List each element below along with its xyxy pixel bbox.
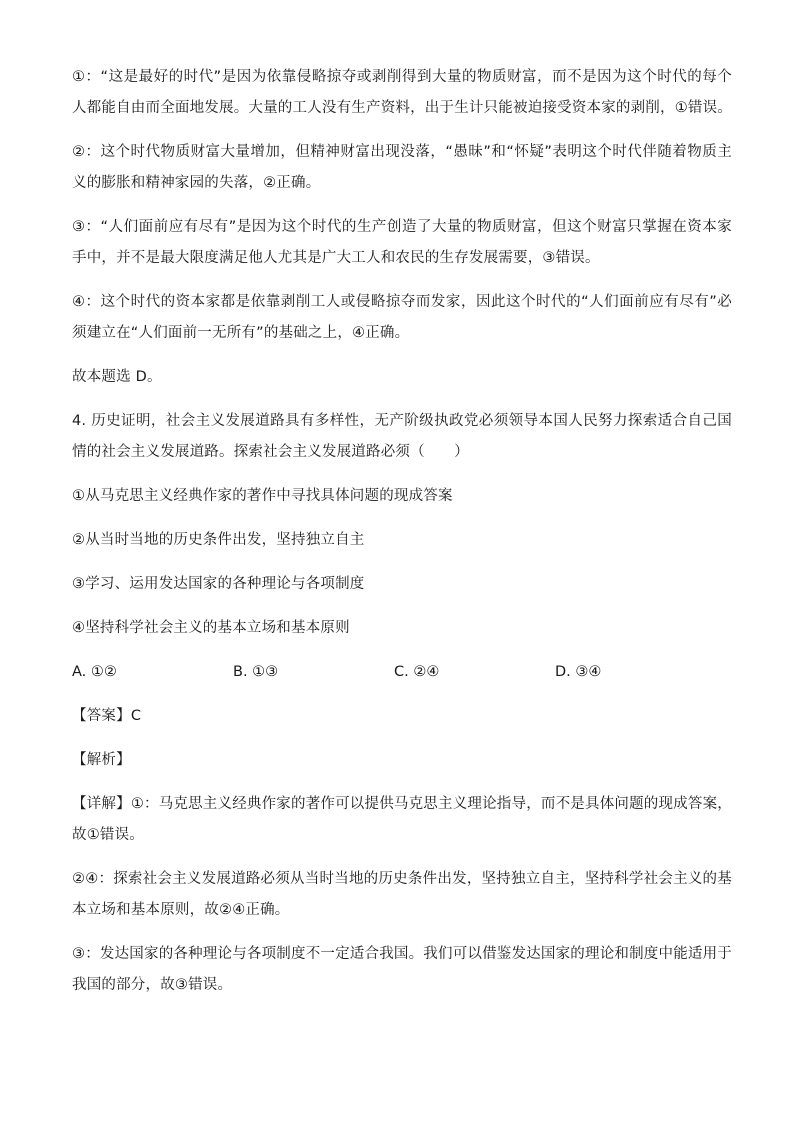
question-stem: 4. 历史证明，社会主义发展道路具有多样性，无产阶级执政党必须领导本国人民努力探索适合自己国情的社会主义发展道路。探索社会主义发展道路必须（ ） [72,413,732,460]
option-b: B. ①③ [233,664,279,680]
previous-answer-conclusion: 故本题选 D。 [72,369,162,385]
statement-1: ①从马克思主义经典作家的著作中寻找具体问题的现成答案 [72,488,453,504]
detail-text-1: ①：马克思主义经典作家的著作可以提供马克思主义理论指导，而不是具体问题的现成答案，故①错误。 [72,796,733,843]
answer-line [72,701,732,732]
option-a: A. ①② [72,664,117,680]
analysis-paragraph-1: ①：“这是最好的时代”是因为依靠侵略掠夺或剥削得到大量的物质财富，而不是因为这个时代的每个人都能自由而全面地发展。大量的工人没有生产资料，出于生计只能被迫接受资本家的剥削，①错误。 [72,69,732,116]
answer-value: C [130,708,142,724]
answer-options [72,657,732,688]
analysis-paragraph-4: ④：这个时代的资本家都是依靠剥削工人或侵略掠夺而发家，因此这个时代的“人们面前应有尽有”必须建立在“人们面前一无所有”的基础之上，④正确。 [72,294,732,341]
analysis-label: 【解析】 [72,752,131,768]
detail-label: 【详解】 [72,796,131,812]
option-d: D. ③④ [555,664,602,680]
detail-paragraph-1 [72,789,732,851]
option-c: C. ②④ [394,664,440,680]
analysis-paragraph-3: ③：“人们面前应有尽有”是因为这个时代的生产创造了大量的物质财富，但这个财富只掌握在资本家手中，并不是最大限度满足他人尤其是广大工人和农民的生存发展需要，③错误。 [72,219,732,266]
answer-label: 【答案】 [72,708,131,724]
document-page [72,62,732,1014]
analysis-paragraph-2: ②：这个时代物质财富大量增加，但精神财富出现没落，“愚昧”和“怀疑”表明这个时代伴随着物质主义的膨胀和精神家园的失落，②正确。 [72,144,732,191]
detail-paragraph-3: ③：发达国家的各种理论与各项制度不一定适合我国。我们可以借鉴发达国家的理论和制度中能适用于我国的部分，故③错误。 [72,946,732,993]
statement-2: ②从当时当地的历史条件出发，坚持独立自主 [72,532,365,548]
statement-4: ④坚持科学社会主义的基本立场和基本原则 [72,620,350,636]
statement-3: ③学习、运用发达国家的各种理论与各项制度 [72,576,365,592]
detail-paragraph-2: ②④：探索社会主义发展道路必须从当时当地的历史条件出发，坚持独立自主，坚持科学社会主义的基本立场和基本原则，故②④正确。 [72,871,732,918]
